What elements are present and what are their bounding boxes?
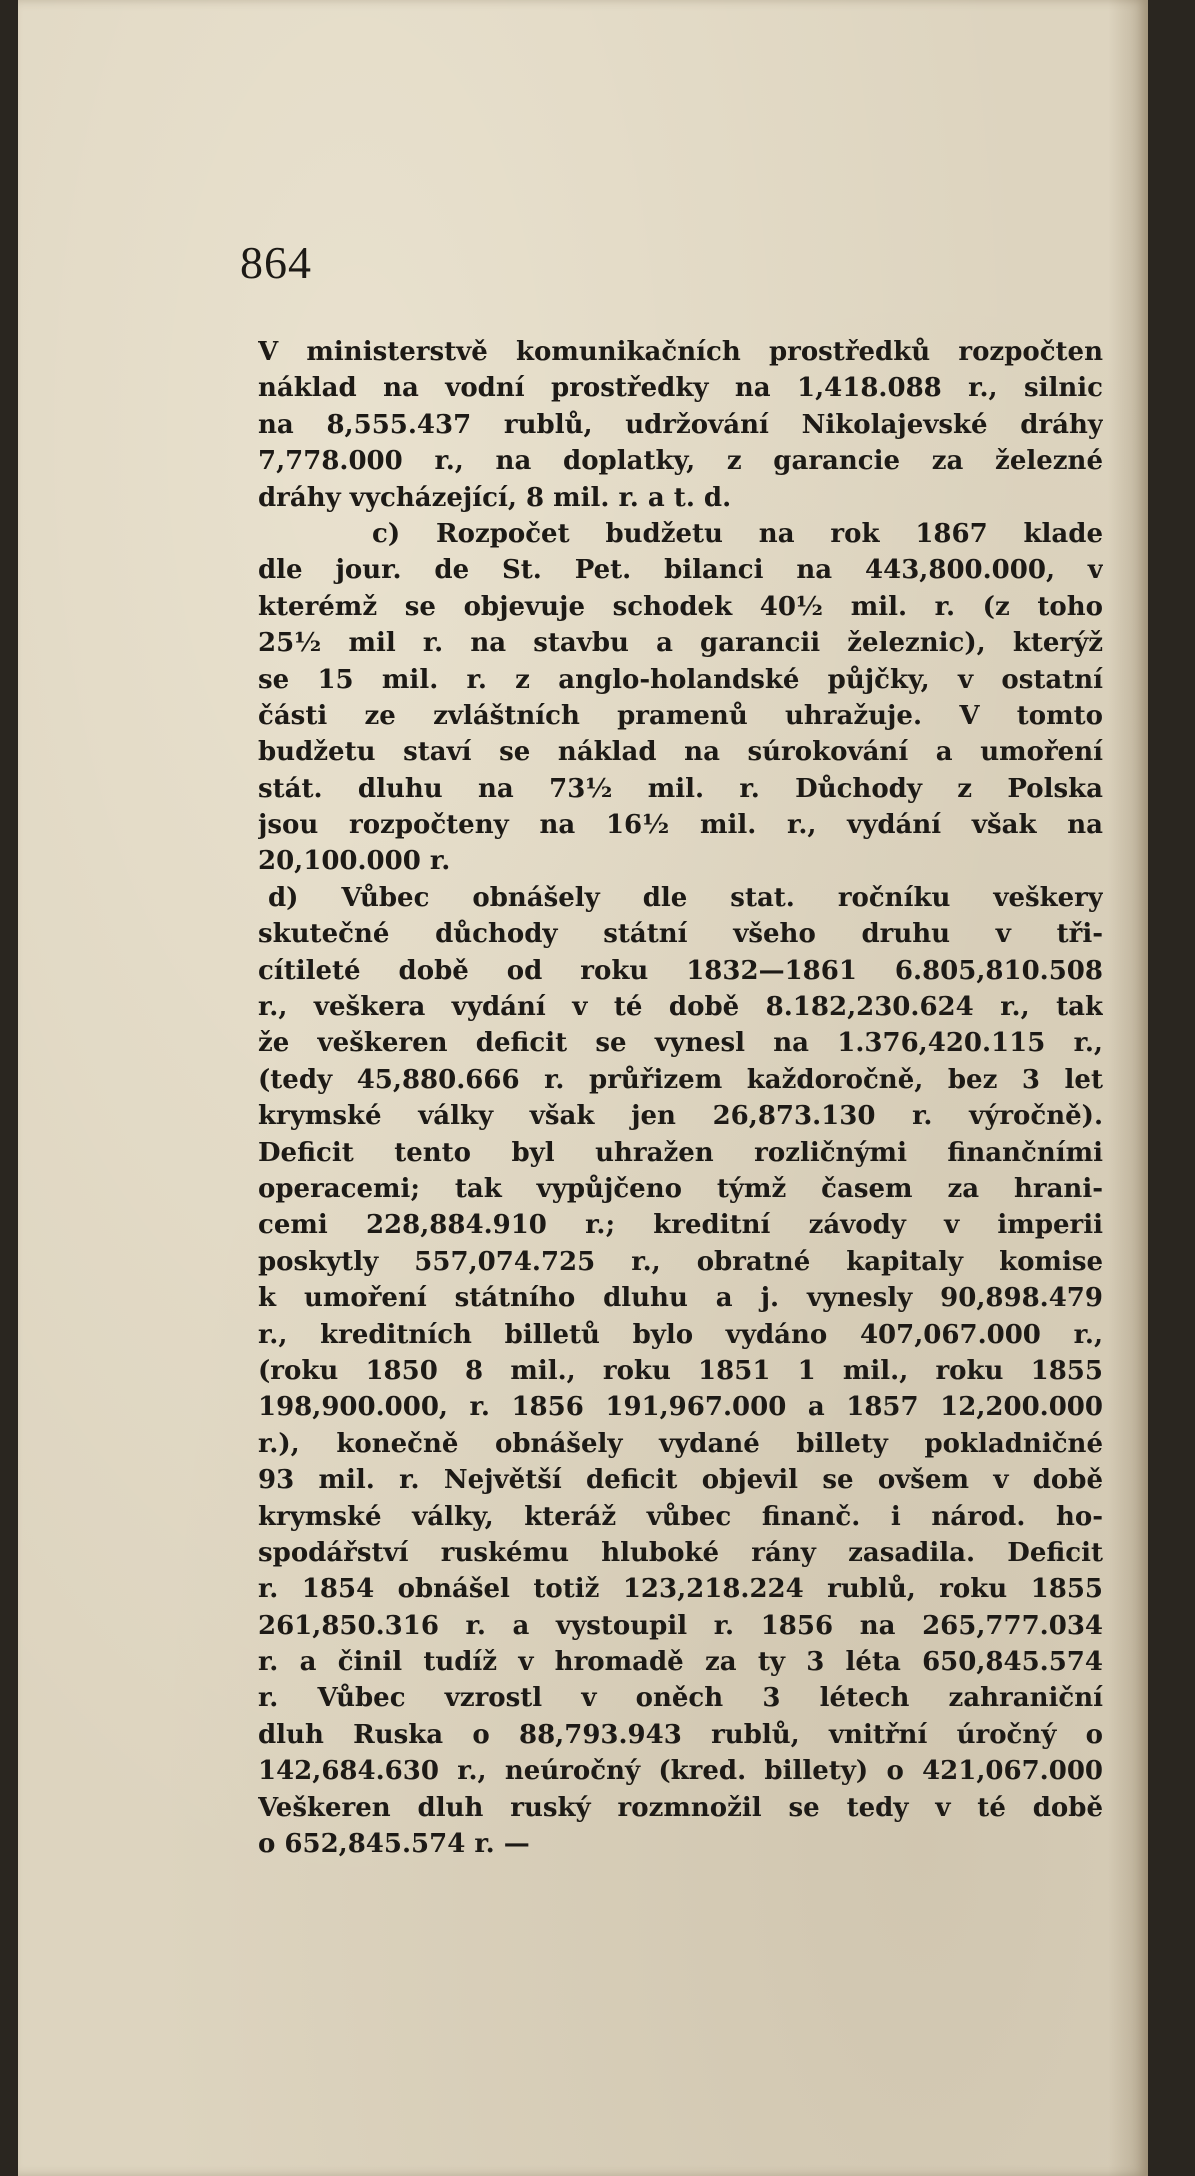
text-line-29: (roku 1850 8 mil., roku 1851 1 mil., roku 1855	[258, 1355, 1103, 1386]
text-line-2: náklad na vodní prostředky na 1,418.088 r., silnic	[258, 373, 1103, 404]
text-line-10: se 15 mil. r. z anglo-holandské půjčky, v ostatní	[258, 664, 1103, 695]
page-number: 864	[240, 237, 312, 288]
text-line-30: 198,900.000, r. 1856 191,967.000 a 1857 12,200.000	[258, 1392, 1103, 1423]
body-text	[258, 334, 1103, 1862]
text-line-42: o 652,845.574 r. —	[258, 1829, 530, 1860]
text-line-35: r. 1854 obnášel totiž 123,218.224 rublů, roku 1855	[258, 1574, 1103, 1605]
text-line-25: cemi 228,884.910 r.; kreditní závody v imperii	[258, 1210, 1103, 1241]
text-line-37: r. a činil tudíž v hromadě za ty 3 léta 650,845.574	[258, 1647, 1103, 1678]
text-line-41: Veškeren dluh ruský rozmnožil se tedy v té době	[258, 1792, 1103, 1823]
text-line-6: c) Rozpočet budžetu na rok 1867 klade	[372, 518, 1103, 549]
text-line-3: na 8,555.437 rublů, udržování Nikolajevské dráhy	[258, 409, 1103, 440]
text-line-8: kterémž se objevuje schodek 40½ mil. r. (z toho	[258, 591, 1103, 622]
text-line-40: 142,684.630 r., neúročný (kred. billety) o 421,067.000	[258, 1756, 1103, 1787]
text-line-15: 20,100.000 r.	[258, 846, 451, 877]
text-line-16: d) Vůbec obnášely dle stat. ročníku veškery	[268, 882, 1103, 913]
text-line-13: stát. dluhu na 73½ mil. r. Důchody z Polska	[258, 773, 1103, 804]
text-line-19: r., veškera vydání v té době 8.182,230.624 r., tak	[258, 992, 1103, 1023]
text-line-9: 25½ mil r. na stavbu a garancii železnic), kterýž	[258, 628, 1103, 659]
text-line-5: dráhy vycházející, 8 mil. r. a t. d.	[258, 482, 732, 513]
text-line-23: Deficit tento byl uhražen rozličnými finančními	[258, 1137, 1103, 1168]
page-fold-shadow	[1108, 0, 1148, 2176]
text-line-4: 7,778.000 r., na doplatky, z garancie za železné	[258, 446, 1103, 477]
text-line-11: části ze zvláštních pramenů uhražuje. V tomto	[258, 700, 1103, 731]
text-line-14: jsou rozpočteny na 16½ mil. r., vydání však na	[258, 810, 1103, 841]
text-line-34: spodářství ruskému hluboké rány zasadila. Deficit	[258, 1537, 1103, 1568]
text-line-27: k umoření státního dluhu a j. vynesly 90,898.479	[258, 1283, 1103, 1314]
text-line-24: operacemi; tak vypůjčeno týmž časem za hrani-	[258, 1173, 1103, 1204]
text-line-36: 261,850.316 r. a vystoupil r. 1856 na 265,777.034	[258, 1610, 1103, 1641]
text-line-39: dluh Ruska o 88,793.943 rublů, vnitřní úročný o	[258, 1719, 1103, 1750]
text-line-38: r. Vůbec vzrostl v oněch 3 létech zahraniční	[258, 1683, 1103, 1714]
text-line-20: že veškeren deficit se vynesl na 1.376,420.115 r.,	[258, 1028, 1103, 1059]
text-line-12: budžetu staví se náklad na súrokování a umoření	[258, 737, 1103, 768]
text-line-28: r., kreditních billetů bylo vydáno 407,067.000 r.,	[258, 1319, 1103, 1350]
text-line-17: skutečné důchody státní všeho druhu v tři-	[258, 919, 1103, 950]
text-line-26: poskytly 557,074.725 r., obratné kapitaly komise	[258, 1246, 1103, 1277]
text-line-7: dle jour. de St. Pet. bilanci na 443,800.000, v	[258, 555, 1103, 586]
text-line-21: (tedy 45,880.666 r. průřizem každoročně, bez 3 let	[258, 1064, 1103, 1095]
text-line-33: krymské války, kteráž vůbec finanč. i národ. ho-	[258, 1501, 1103, 1532]
text-line-22: krymské války však jen 26,873.130 r. výročně).	[258, 1101, 1103, 1132]
text-line-1: V ministerstvě komunikačních prostředků rozpočten	[258, 337, 1103, 367]
text-line-32: 93 mil. r. Největší deficit objevil se ovšem v době	[258, 1465, 1103, 1496]
book-page	[18, 0, 1148, 2176]
text-line-18: cítileté době od roku 1832—1861 6.805,810.508	[258, 955, 1103, 986]
text-line-31: r.), konečně obnášely vydané billety pokladničné	[258, 1428, 1103, 1459]
